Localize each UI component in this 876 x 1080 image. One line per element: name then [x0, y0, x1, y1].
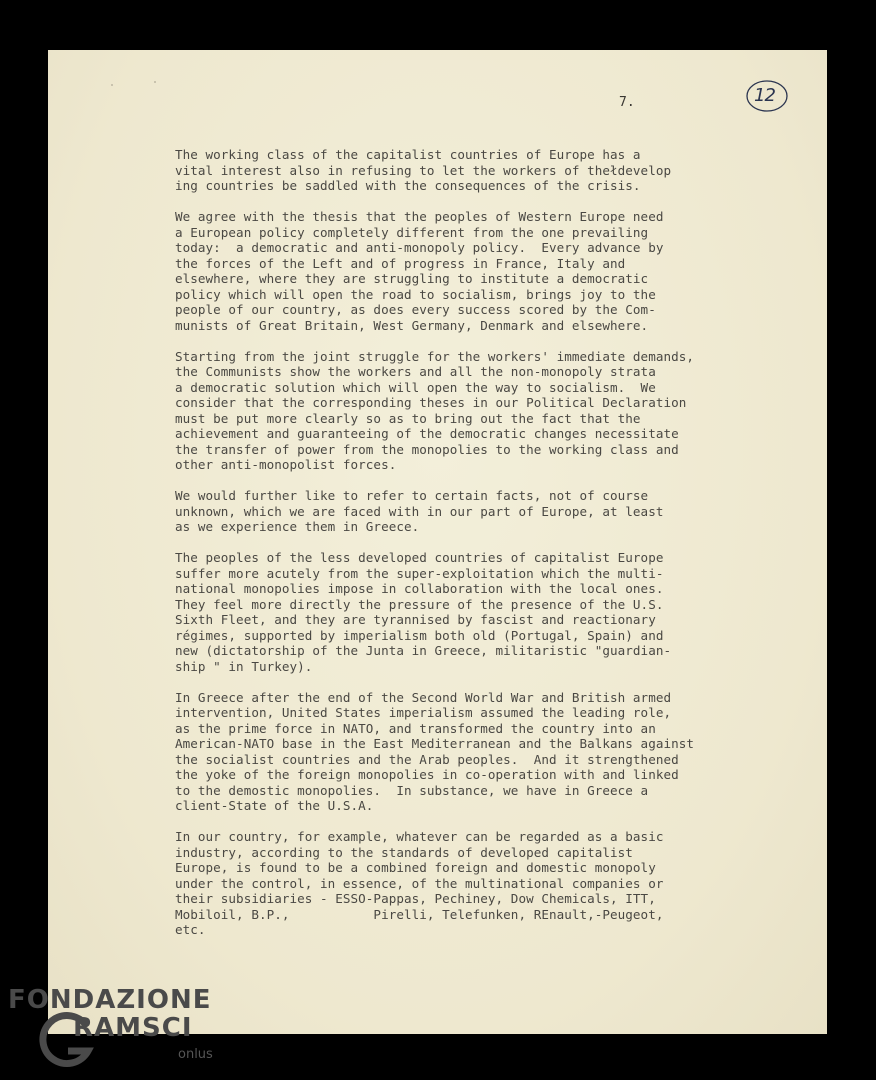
archive-number: 12	[754, 85, 775, 106]
text-line: Europe, is found to be a combined foreign and domestic monopoly	[175, 860, 656, 875]
text-line: ship " in Turkey).	[175, 658, 313, 674]
text-line: to the demostic monopolies. In substance, we have in Greece a	[175, 782, 649, 798]
text-line: ing countries be saddled with the consequences of the crisis.	[175, 178, 641, 193]
logo-subtitle: RAMSCI	[73, 1013, 193, 1043]
text-line: their subsidiaries - ESSO-Pappas, Pechiney, Dow Chemicals, ITT,	[175, 891, 656, 906]
text-line: must be put more clearly so as to bring out the fact that the	[175, 410, 641, 426]
paragraph	[175, 550, 735, 674]
text-line: industry, according to the standards of developed capitalist	[175, 844, 633, 860]
text-line: consider that the corresponding theses in our Political Declaration	[175, 395, 687, 410]
paragraph	[175, 209, 735, 333]
logo-suffix: onlus	[178, 1047, 213, 1062]
logo-title: FONDAZIONE	[8, 985, 212, 1015]
page-number: 7.	[619, 95, 635, 110]
archive-stamp	[745, 79, 789, 113]
text-line: today: a democratic and anti-monopoly policy. Every advance by	[175, 240, 664, 255]
text-line: the Communists show the workers and all the non-monopoly strata	[175, 364, 656, 379]
text-line: under the control, in essence, of the multinational companies or	[175, 875, 664, 891]
text-line: suffer more acutely from the super-exploitation which the multi-	[175, 565, 664, 581]
text-line: unknown, which we are faced with in our part of Europe, at least	[175, 503, 664, 519]
text-line: They feel more directly the pressure of the presence of the U.S.	[175, 596, 664, 612]
text-line: the yoke of the foreign monopolies in co-operation with and linked	[175, 767, 679, 782]
text-line: We agree with the thesis that the peoples of Western Europe need	[175, 209, 664, 224]
text-line: the transfer of power from the monopolies to the working class and	[175, 441, 679, 457]
text-line: as the prime force in NATO, and transformed the country into an	[175, 720, 656, 736]
fondazione-gramsci-logo	[8, 985, 228, 1075]
text-line: as we experience them in Greece.	[175, 519, 420, 534]
paragraph	[175, 349, 735, 473]
text-line: policy which will open the road to socialism, brings joy to the	[175, 286, 656, 302]
text-line: munists of Great Britain, West Germany, Denmark and elsewhere.	[175, 317, 649, 333]
text-line: the socialist countries and the Arab peoples. And it strengthened	[175, 751, 679, 767]
paragraph	[175, 829, 735, 938]
text-line: vital interest also in refusing to let the workers of thełdevelop	[175, 162, 672, 178]
text-line: The peoples of the less developed countries of capitalist Europe	[175, 550, 664, 565]
text-line: the forces of the Left and of progress in France, Italy and	[175, 255, 626, 271]
text-line: The working class of the capitalist countries of Europe has a	[175, 147, 641, 162]
text-line: Sixth Fleet, and they are tyrannised by fascist and reactionary	[175, 612, 656, 627]
paper-speck	[111, 84, 113, 86]
text-line: We would further like to refer to certain facts, not of course	[175, 488, 649, 503]
text-line: intervention, United States imperialism assumed the leading role,	[175, 705, 672, 720]
paragraph	[175, 488, 735, 535]
paragraph	[175, 147, 735, 194]
text-line: Starting from the joint struggle for the workers' immediate demands,	[175, 348, 694, 364]
text-line: people of our country, as does every success scored by the Com-	[175, 302, 656, 317]
text-line: régimes, supported by imperialism both old (Portugal, Spain) and	[175, 627, 664, 643]
text-line: other anti-monopolist forces.	[175, 457, 397, 472]
text-line: client-State of the U.S.A.	[175, 798, 374, 813]
text-line: national monopolies impose in collaboration with the local ones.	[175, 581, 664, 596]
text-line: American-NATO base in the East Mediterranean and the Balkans against	[175, 736, 694, 751]
text-line: a European policy completely different from the one prevailing	[175, 224, 649, 240]
document-page	[48, 50, 827, 1034]
text-line: elsewhere, where they are struggling to institute a democratic	[175, 271, 649, 286]
text-line: new (dictatorship of the Junta in Greece, militaristic "guardian-	[175, 643, 672, 658]
text-line: In Greece after the end of the Second World War and British armed	[175, 689, 672, 705]
document-body	[175, 147, 735, 953]
text-line: etc.	[175, 922, 206, 937]
text-line: achievement and guaranteeing of the democratic changes necessitate	[175, 426, 679, 441]
text-line: Mobiloil, B.P., Pirelli, Telefunken, REnault,-Peugeot,	[175, 906, 664, 922]
paragraph	[175, 690, 735, 814]
text-line: a democratic solution which will open the way to socialism. We	[175, 379, 656, 395]
paper-speck	[154, 81, 156, 83]
text-line: In our country, for example, whatever can be regarded as a basic	[175, 829, 664, 844]
